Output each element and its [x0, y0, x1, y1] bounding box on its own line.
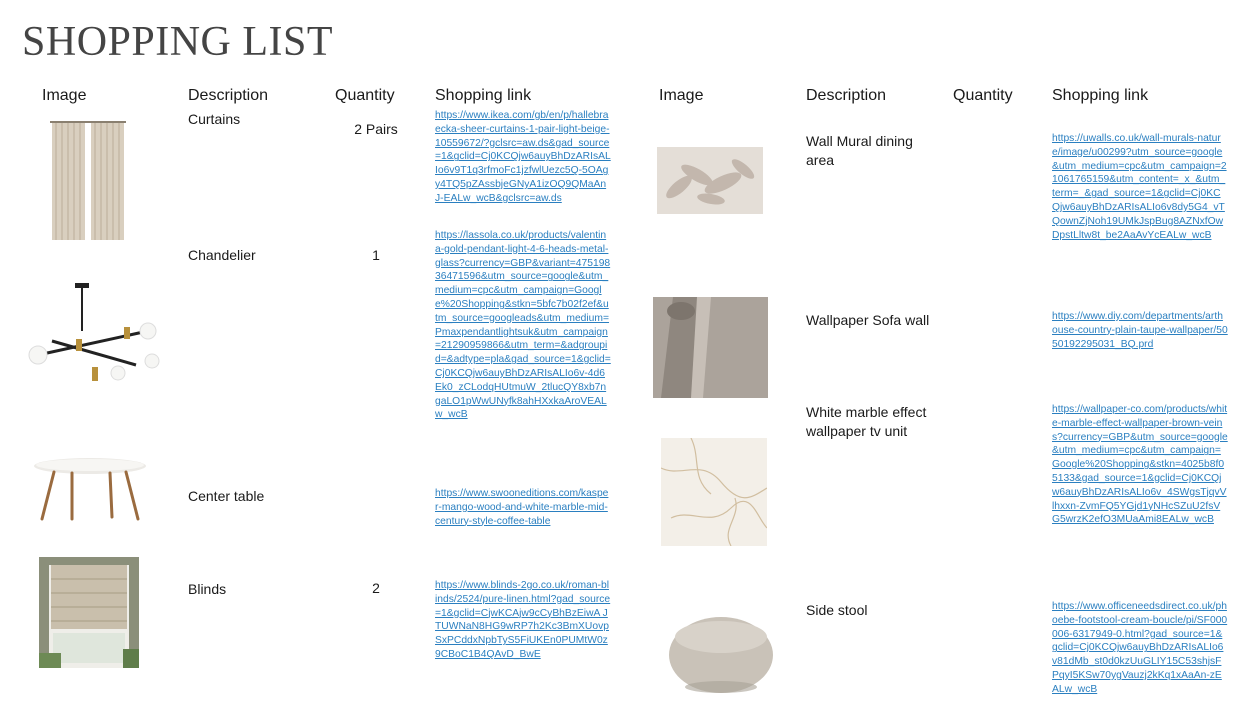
item-quantity: 2 — [372, 580, 380, 596]
center-table-image — [32, 455, 148, 525]
shopping-link[interactable]: https://www.blinds-2go.co.uk/roman-blinds/2524/pure-linen.html?gad_source=1&gclid=CjwKCAjw9cCyBhBzEiwA JTUWNaN8HG9wRP7h2Kc3BmXUovpSxPCddxNpbTyS5FiUKEn0PUMtW0z9CBoC1B4QAvD_BwE — [435, 580, 611, 660]
header-quantity-left: Quantity — [335, 87, 395, 104]
chandelier-image — [24, 283, 162, 391]
side-stool-image — [668, 607, 774, 695]
header-link-right: Shopping link — [1052, 87, 1149, 104]
shopping-link[interactable]: https://www.diy.com/departments/arthouse-country-plain-taupe-wallpaper/5050192295031_BQ.prd — [1052, 311, 1228, 350]
item-quantity: 1 — [372, 247, 380, 263]
item-description: Wall Mural dining area — [806, 133, 913, 168]
header-image-left: Image — [42, 87, 87, 104]
header-quantity-right: Quantity — [953, 87, 1013, 104]
item-description: Chandelier — [188, 247, 256, 263]
wall-mural-image — [657, 147, 763, 214]
header-image-right: Image — [659, 87, 704, 104]
item-description: Wallpaper Sofa wall — [806, 312, 930, 328]
marble-wallpaper-image — [661, 438, 767, 546]
page-title: SHOPPING LIST — [22, 19, 334, 65]
shopping-link[interactable]: https://www.swooneditions.com/kasper-mango-wood-and-white-marble-mid-century-style-coffee-table — [435, 488, 609, 527]
header-description-right: Description — [806, 87, 887, 104]
shopping-link[interactable]: https://uwalls.co.uk/wall-murals-nature/image/u00299?utm_source=google&utm_medium=cpc&utm_campaign=21061765159&utm_content=_x_&utm_term=_&gad_source=1&gclid=Cj0KCQjw6auyBhDzARIsALIo6v8dy5G4_vTQownZjNoh19UMkJspBug8AZNxfOwDpstLltw8t_be2AaAvYcEALw_wcB — [1052, 133, 1227, 241]
item-description: Curtains — [188, 111, 241, 127]
shopping-link[interactable]: https://wallpaper-co.com/products/white-marble-effect-wallpaper-brown-veins?currency=GBP&utm_source=google&utm_medium=cpc&utm_campaign=Google%20Shopping&stkn=4025b8f05133&gad_source=1&gclid=Cj0KCQjw6auyBhDzARIsALIo6v_4SWgsTjqvVlhxxn-ZvmFQ5YGjd1yNHcSZuU2fsVG5wrzK2efO3MUaAmi8EALw_wcB — [1052, 404, 1228, 526]
item-quantity: 2 Pairs — [354, 121, 398, 137]
item-description: Blinds — [188, 581, 227, 597]
item-description: Side stool — [806, 602, 868, 618]
shopping-link[interactable]: https://www.officeneedsdirect.co.uk/phoebe-footstool-cream-boucle/pi/SF000006-6317949-0.html?gad_source=1&gclid=Cj0KCQjw6auyBhDzARIsALIo6v81dMb_st0d0kzUuGLIY15C53shjsFPqyI5KSw70ygVauzj2kKq1xAaAn-zEALw_wcB — [1052, 601, 1228, 695]
shopping-link[interactable]: https://lassola.co.uk/products/valentina-gold-pendant-light-4-6-heads-metal-glass?currency=GBP&variant=47519836471596&utm_source=google&utm_medium=cpc&utm_campaign=Google%20Shopping&stkn=5bfc7b02f2ef&utm_source=googleads&utm_medium=Pmaxpendantlightsuk&utm_campaign=21290959866&utm_term=&adgroupid=&adtype=pla&gad_source=1&gclid=Cj0KCQjw6auyBhDzARIsALIo6v-4d6Ek0_zCLodqHUtmuW_2tlucQY8xb7ngaLO1pWwUNyfk8ahHXxkaAroVEALw_wcB — [435, 230, 611, 421]
blinds-image — [39, 557, 139, 668]
shopping-link[interactable]: https://www.ikea.com/gb/en/p/hallebraecka-sheer-curtains-1-pair-light-beige-10559672/?gclsrc=aw.ds&gad_source=1&gclid=Cj0KCQjw6auyBhDzARIsALIo6v9T1q3rfmoFc1jzfwlUezc5Q-5OAgy4TQ5pZAssbjeGNyA1izOQ9QMaAnJ-EALw_wcB&gclsrc=aw.ds — [435, 110, 611, 204]
header-description-left: Description — [188, 87, 269, 104]
item-description: Center table — [188, 488, 265, 504]
wallpaper-roll-image — [653, 297, 768, 398]
curtains-image — [50, 118, 126, 242]
header-link-left: Shopping link — [435, 87, 532, 104]
item-description: White marble effect wallpaper tv unit — [806, 404, 927, 439]
